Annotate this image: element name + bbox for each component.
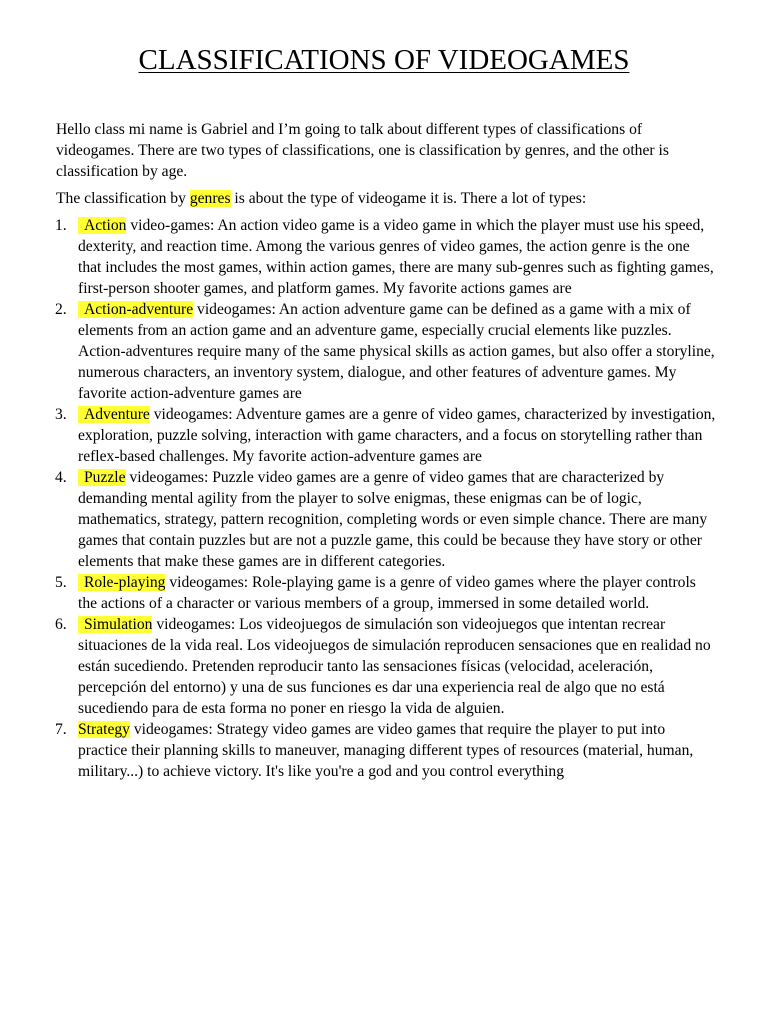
genre-item-simulation [56,614,716,719]
genre-item-role-playing [56,572,716,614]
genre-item-strategy [56,719,716,782]
genre-description: videogames: Adventure games are a genre of video games, characterized by investigation, exploration, puzzle solving, interaction with game characters, and a focus on storytelling rather than reflex-based challenges. My favorite action-adventure games are [78,406,716,465]
genre-description: videogames: An action adventure game can be defined as a game with a mix of elements from an action game and an adventure game, especially crucial elements like puzzles. Action-adventures require many of the same physical skills as action games, but also offer a storyline, numerous characters, an inventory system, dialogue, and other features of adventure games. My favorite action-adventure games are [78,301,715,402]
intro-paragraph: Hello class mi name is Gabriel and I’m going to talk about different types of classifications of videogames. There are two types of classifications, one is classification by genres, and the other is classification by age. [56,121,669,180]
item-number: 4. [55,469,67,486]
genre-name-highlight: Adventure [78,406,150,423]
genre-description: videogames: Strategy video games are video games that require the player to put into practice their planning skills to maneuver, managing different types of resources (material, human, military...) to achieve victory. It's like you're a god and you control everything [78,721,694,780]
genre-name-highlight: Action [78,217,126,234]
genre-name-highlight: Strategy [78,721,130,738]
genre-description: videogames: Role-playing game is a genre of video games where the player controls the actions of a character or various members of a group, immersed in some detailed world. [78,574,696,612]
genre-name-highlight: Role-playing [78,574,165,591]
genre-name-highlight: Puzzle [78,469,126,486]
document-body [56,119,716,782]
genre-item-adventure [56,404,716,467]
genre-item-puzzle [56,467,716,572]
item-number: 6. [55,616,67,633]
document-title: CLASSIFICATIONS OF VIDEOGAMES [138,44,630,76]
genres-text-after: is about the type of videogame it is. There a lot of types: [230,190,587,207]
genres-highlight: genres [189,190,231,207]
genres-text-before: The classification by [56,190,190,207]
genre-list [56,215,716,782]
genre-item-action-adventure [56,299,716,404]
item-number: 2. [55,301,67,318]
item-number: 7. [55,721,67,738]
genre-description: video-games: An action video game is a video game in which the player must use his speed, dexterity, and reaction time. Among the various genres of video games, the action genre is the one that includes the most games, within action games, there are many sub-genres such as fighting games, first-person shooter games, and platform games. My favorite actions games are [78,217,714,297]
genre-description: videogames: Puzzle video games are a genre of video games that are characterized by demanding mental agility from the player to solve enigmas, these enigmas can be of logic, mathematics, strategy, pattern recognition, completing words or even simple chance. There are many games that contain puzzles but are not a puzzle game, this could be because they have story or other elements that make these games are in different categories. [78,469,708,570]
item-number: 3. [55,406,67,423]
genre-name-highlight: Simulation [78,616,152,633]
genre-name-highlight: Action-adventure [78,301,193,318]
item-number: 5. [55,574,67,591]
genres-paragraph [56,188,716,209]
genre-item-action [56,215,716,299]
item-number: 1. [55,217,67,234]
genre-description: videogames: Los videojuegos de simulación son videojuegos que intentan recrear situaciones de la vida real. Los videojuegos de simulación reproducen sensaciones que en realidad no están sucediendo. Pretenden reproducir tanto las sensaciones físicas (velocidad, aceleración, percepción del entorno) y una de sus funciones es dar una experiencia real de algo que no está sucediendo para de esta forma no poner en riesgo la vida de alguien. [78,616,711,717]
